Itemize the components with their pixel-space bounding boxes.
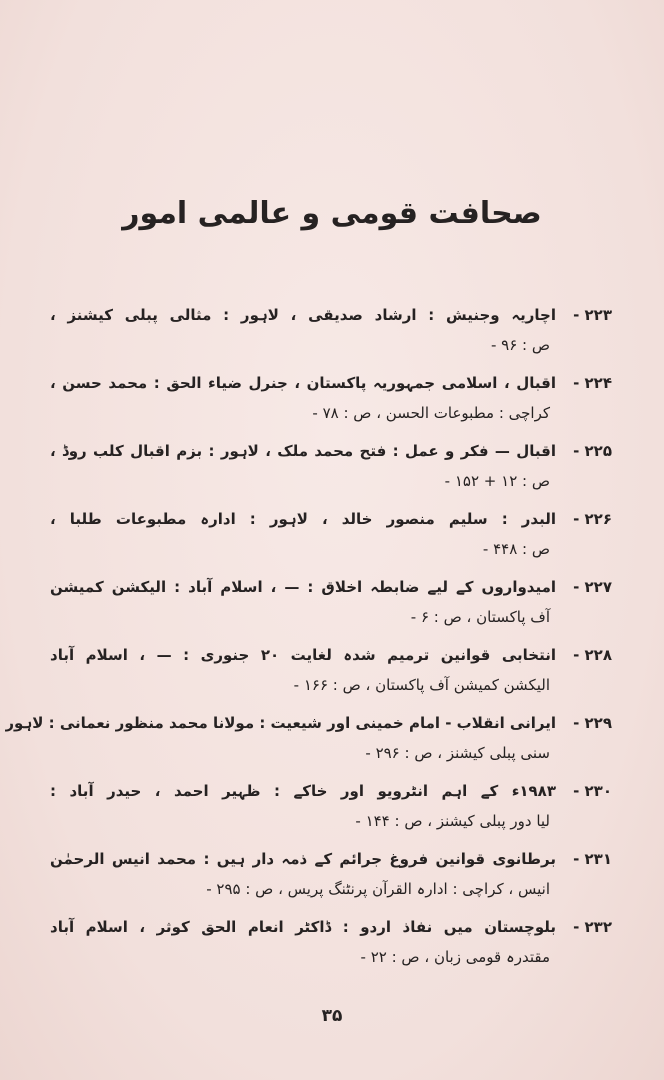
entry-title-line: بلوچستان میں نفاذ اردو : ڈاکٹر انعام الحق کوثر ، اسلام آباد <box>50 918 556 936</box>
entry-text <box>50 368 556 428</box>
entry-detail-line: ص : ۴۴۸ - <box>482 540 550 558</box>
bibliography-list <box>5 300 612 980</box>
list-item <box>50 436 612 504</box>
entry-detail-line: انیس ، کراچی : ادارہ القرآن پرنٹنگ پریس ، ص : ۲۹۵ - <box>206 880 550 898</box>
entry-number: ۲۲۶ - <box>573 510 612 528</box>
entry-detail-line: سنی پبلی کیشنز ، ص : ۲۹۶ - <box>365 744 550 762</box>
entry-title-line: انتخابی قوانین ترمیم شدہ لغایت ۲۰ جنوری : — ، اسلام آباد <box>50 646 556 664</box>
entry-number: ۲۲۴ - <box>573 374 612 392</box>
entry-number: ۲۲۹ - <box>573 714 612 732</box>
entry-title-line: ۱۹۸۳ء کے اہم انٹرویو اور خاکے : ظہیر احمد ، حیدر آباد : <box>50 782 556 800</box>
entry-title-line: اقبال ، اسلامی جمہوریہ پاکستان ، جنرل ضیاء الحق : محمد حسن ، <box>50 374 556 392</box>
list-item <box>50 640 612 708</box>
list-item <box>50 912 612 980</box>
entry-title-line: اچاریہ وجنیش : ارشاد صدیقی ، لاہور : مثالی پبلی کیشنز ، <box>50 306 556 324</box>
entry-title-line: ایرانی انقلاب - امام خمینی اور شیعیت : مولانا محمد منظور نعمانی : لاہور <box>5 714 556 732</box>
entry-text <box>50 776 556 836</box>
entry-number: ۲۲۷ - <box>573 578 612 596</box>
entry-number: ۲۳۱ - <box>573 850 612 868</box>
list-item <box>50 572 612 640</box>
list-item <box>50 504 612 572</box>
entry-title-line: البدر : سلیم منصور خالد ، لاہور : ادارہ مطبوعات طلبا ، <box>50 510 556 528</box>
entry-detail-line: کراچی : مطبوعات الحسن ، ص : ۷۸ - <box>312 404 550 422</box>
entry-text <box>50 912 556 972</box>
list-item <box>50 300 612 368</box>
entry-detail-line: ص : ۹۶ - <box>490 336 550 354</box>
entry-number: ۲۳۲ - <box>573 918 612 936</box>
entry-text <box>50 572 556 632</box>
entry-text <box>50 844 556 904</box>
entry-text <box>50 640 556 700</box>
page-number: ۳۵ <box>321 1006 343 1026</box>
entry-number: ۲۲۳ - <box>573 306 612 324</box>
entry-number: ۲۲۵ - <box>573 442 612 460</box>
list-item <box>50 368 612 436</box>
entry-detail-line: الیکشن کمیشن آف پاکستان ، ص : ۱۶۶ - <box>293 676 550 694</box>
page-heading: صحافت قومی و عالمی امور <box>122 196 542 231</box>
entry-detail-line: ص : ۱۲ + ۱۵۲ - <box>444 472 550 490</box>
entry-detail-line: لیا دور پبلی کیشنز ، ص : ۱۴۴ - <box>355 812 550 830</box>
entry-title-line: امیدواروں کے لیے ضابطہ اخلاق : — ، اسلام آباد : الیکشن کمیشن <box>50 578 556 596</box>
entry-number: ۲۲۸ - <box>573 646 612 664</box>
list-item <box>5 708 612 776</box>
entry-title-line: اقبال — فکر و عمل : فتح محمد ملک ، لاہور : بزم اقبال کلب روڈ ، <box>50 442 556 460</box>
entry-number: ۲۳۰ - <box>573 782 612 800</box>
entry-detail-line: مقتدرہ قومی زبان ، ص : ۲۲ - <box>360 948 550 966</box>
entry-text <box>50 504 556 564</box>
list-item <box>50 776 612 844</box>
entry-text <box>5 708 556 768</box>
list-item <box>50 844 612 912</box>
entry-text <box>50 300 556 360</box>
entry-title-line: برطانوی قوانین فروغ جرائم کے ذمہ دار ہیں : محمد انیس الرحمٰن <box>50 850 556 868</box>
entry-detail-line: آف پاکستان ، ص : ۶ - <box>410 608 550 626</box>
entry-text <box>50 436 556 496</box>
